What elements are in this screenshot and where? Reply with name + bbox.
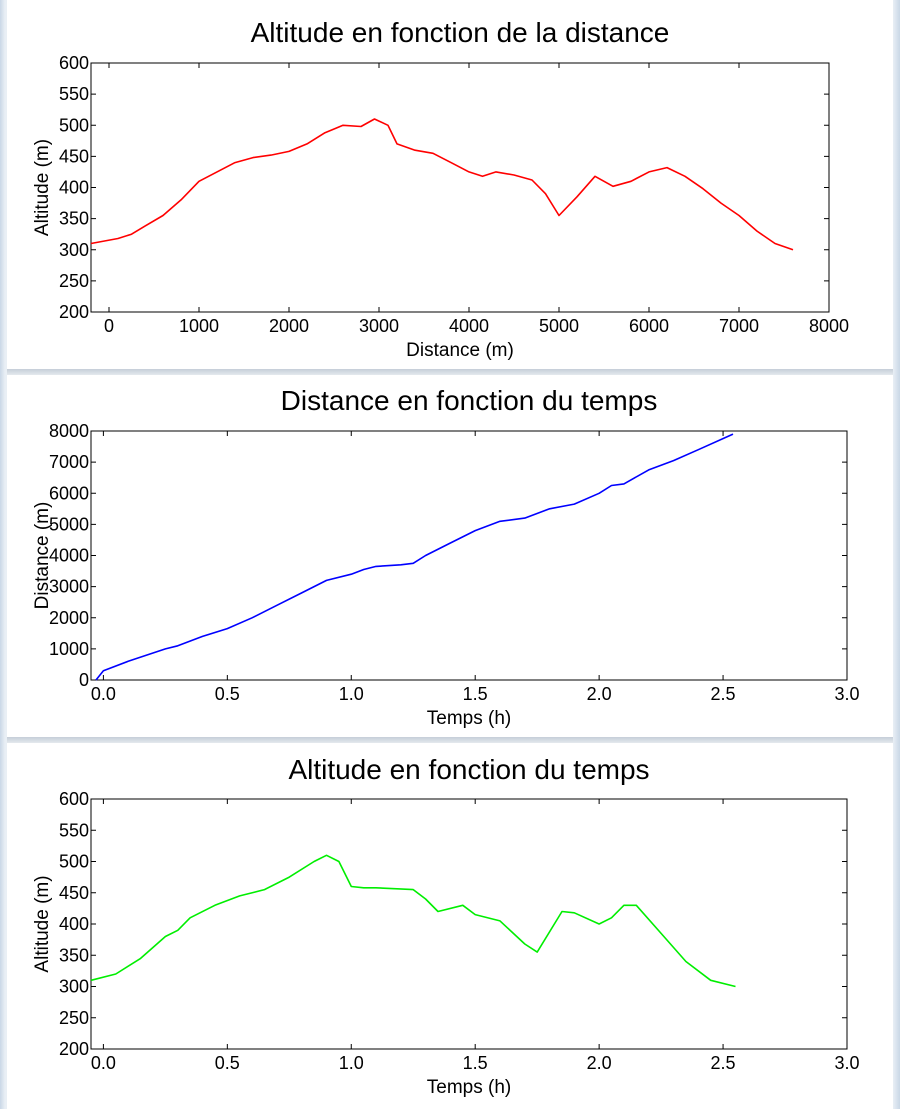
x-tick-label: 0 xyxy=(103,316,115,336)
y-axis-label: Distance (m) xyxy=(32,501,53,610)
x-tick-label: 0.5 xyxy=(214,1053,240,1073)
y-tick-label: 500 xyxy=(58,851,89,872)
x-tick-label: 2.0 xyxy=(586,684,612,704)
x-tick-label: 0.0 xyxy=(90,1053,116,1073)
series-line xyxy=(96,434,733,680)
y-tick-label: 2000 xyxy=(48,607,89,628)
x-tick-label: 2.5 xyxy=(710,1053,736,1073)
y-axis-label: Altitude (m) xyxy=(32,138,53,237)
x-tick-label: 1.0 xyxy=(338,1053,364,1073)
y-tick-label: 400 xyxy=(58,177,89,198)
chart-title: Altitude en fonction du temps xyxy=(288,754,650,785)
x-axis-label: Distance (m) xyxy=(406,340,514,361)
y-tick-label: 300 xyxy=(58,239,89,260)
y-tick-label: 0 xyxy=(78,670,89,690)
y-tick-label: 600 xyxy=(58,53,89,73)
x-tick-label: 2.5 xyxy=(710,684,736,704)
y-tick-label: 8000 xyxy=(48,421,89,441)
x-tick-label: 0.0 xyxy=(90,684,116,704)
y-tick-label: 600 xyxy=(58,789,89,809)
y-tick-label: 500 xyxy=(58,115,89,136)
x-tick-label: 6000 xyxy=(628,316,670,336)
x-tick-label: 5000 xyxy=(538,316,580,336)
series-line xyxy=(91,119,793,250)
y-tick-label: 400 xyxy=(58,914,89,934)
plot-frame xyxy=(91,799,847,1049)
y-tick-label: 5000 xyxy=(48,514,89,535)
x-tick-label: 8000 xyxy=(808,316,850,336)
y-tick-label: 450 xyxy=(58,146,89,167)
plot-frame xyxy=(91,431,847,680)
y-tick-label: 350 xyxy=(58,945,89,966)
y-tick-label: 4000 xyxy=(48,545,89,566)
x-tick-label: 2000 xyxy=(268,316,310,336)
y-tick-label: 7000 xyxy=(48,452,89,473)
plot-frame xyxy=(91,63,829,312)
y-tick-label: 350 xyxy=(58,208,89,229)
x-tick-label: 2.0 xyxy=(586,1053,612,1073)
y-tick-label: 550 xyxy=(58,820,89,841)
x-tick-label: 1.0 xyxy=(338,684,364,704)
x-axis-label: Temps (h) xyxy=(426,708,512,729)
x-tick-label: 7000 xyxy=(718,316,760,336)
x-tick-label: 4000 xyxy=(448,316,490,336)
y-tick-label: 3000 xyxy=(48,576,89,597)
y-tick-label: 6000 xyxy=(48,483,89,504)
x-tick-label: 1000 xyxy=(178,316,220,336)
y-tick-label: 550 xyxy=(58,84,89,105)
y-tick-label: 200 xyxy=(58,1039,89,1059)
y-tick-label: 450 xyxy=(58,882,89,903)
y-tick-label: 1000 xyxy=(48,638,89,659)
y-tick-label: 250 xyxy=(58,270,89,291)
y-tick-label: 300 xyxy=(58,976,89,997)
x-tick-label: 1.5 xyxy=(462,1053,488,1073)
x-tick-label: 3.0 xyxy=(834,684,860,704)
series-line xyxy=(91,855,736,986)
chart-title: Altitude en fonction de la distance xyxy=(250,17,670,48)
chart-title: Distance en fonction du temps xyxy=(280,385,658,416)
y-tick-label: 250 xyxy=(58,1007,89,1028)
y-axis-label: Altitude (m) xyxy=(32,875,53,973)
x-tick-label: 3000 xyxy=(358,316,400,336)
y-tick-label: 200 xyxy=(58,302,89,322)
x-tick-label: 0.5 xyxy=(214,684,240,704)
x-tick-label: 1.5 xyxy=(462,684,488,704)
x-tick-label: 3.0 xyxy=(834,1053,860,1073)
x-axis-label: Temps (h) xyxy=(426,1077,512,1098)
